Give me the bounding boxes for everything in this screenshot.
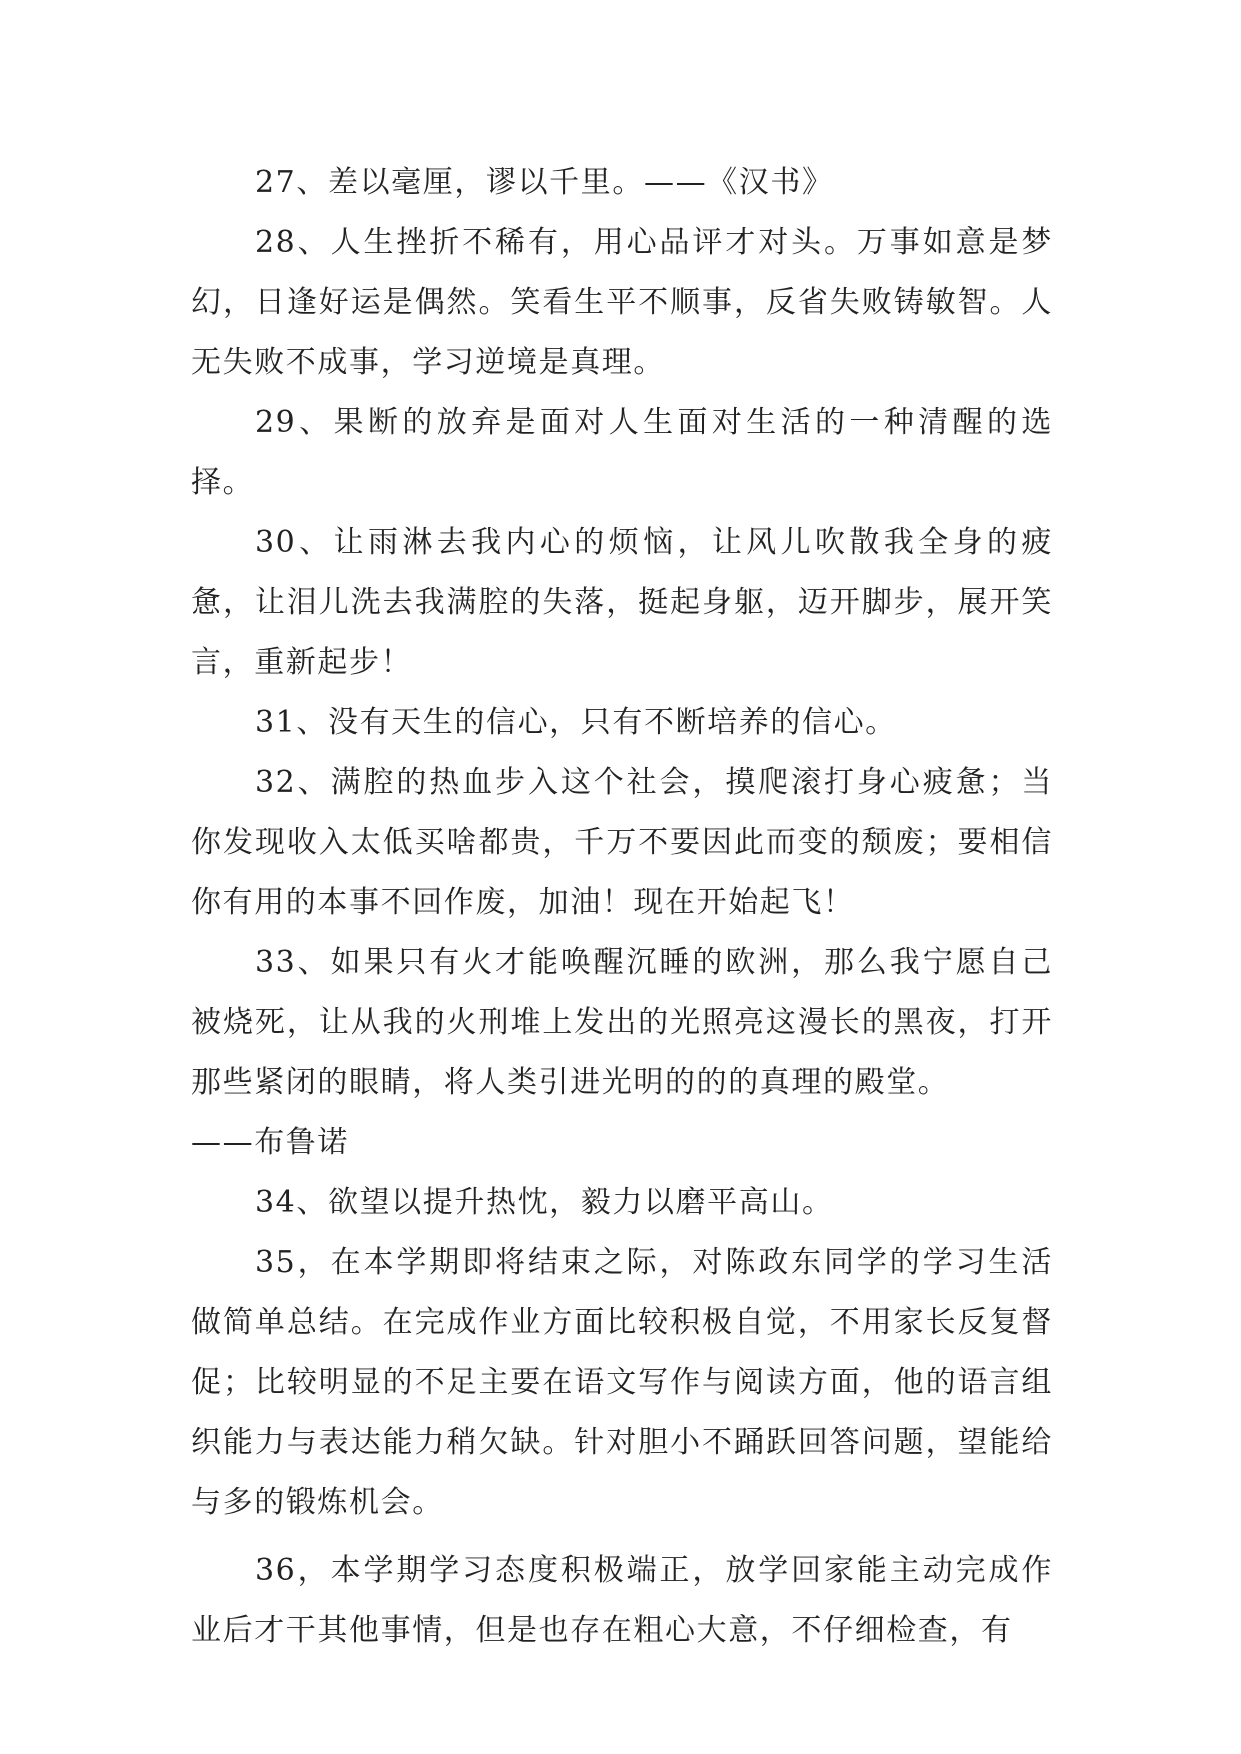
paragraph-27: 27、差以毫厘，谬以千里。——《汉书》 (255, 165, 834, 200)
paragraph-34: 34、欲望以提升热忱，毅力以磨平高山。 (255, 1185, 834, 1220)
paragraph-28: 28、人生挫折不稀有，用心品评才对头。万事如意是梦幻，日逢好运是偶然。笑看生平不顺事，反省失败铸敏智。人无失败不成事，学习逆境是真理。 (191, 225, 1053, 380)
paragraph-33: 33、如果只有火才能唤醒沉睡的欧洲，那么我宁愿自己被烧死，让从我的火刑堆上发出的光照亮这漫长的黑夜，打开那些紧闭的眼睛，将人类引进光明的的的真理的殿堂。 (191, 945, 1053, 1100)
paragraph-30: 30、让雨淋去我内心的烦恼，让风儿吹散我全身的疲惫，让泪儿洗去我满腔的失落，挺起身躯，迈开脚步，展开笑言，重新起步！ (191, 525, 1053, 680)
paragraph-29: 29、果断的放弃是面对人生面对生活的一种清醒的选择。 (191, 405, 1053, 500)
document-body (191, 153, 1053, 1661)
paragraph-35: 35，在本学期即将结束之际，对陈政东同学的学习生活做简单总结。在完成作业方面比较积极自觉，不用家长反复督促；比较明显的不足主要在语文写作与阅读方面，他的语言组织能力与表达能力稍欠缺。针对胆小不踊跃回答问题，望能给与多的锻炼机会。 (191, 1245, 1053, 1520)
paragraph-36: 36，本学期学习态度积极端正，放学回家能主动完成作业后才干其他事情，但是也存在粗心大意，不仔细检查，有 (191, 1553, 1053, 1648)
paragraph-32: 32、满腔的热血步入这个社会，摸爬滚打身心疲惫；当你发现收入太低买啥都贵，千万不要因此而变的颓废；要相信你有用的本事不回作废，加油！现在开始起飞！ (191, 765, 1053, 920)
paragraph-31: 31、没有天生的信心，只有不断培养的信心。 (255, 705, 897, 740)
quote-attribution: ——布鲁诺 (191, 1125, 349, 1160)
